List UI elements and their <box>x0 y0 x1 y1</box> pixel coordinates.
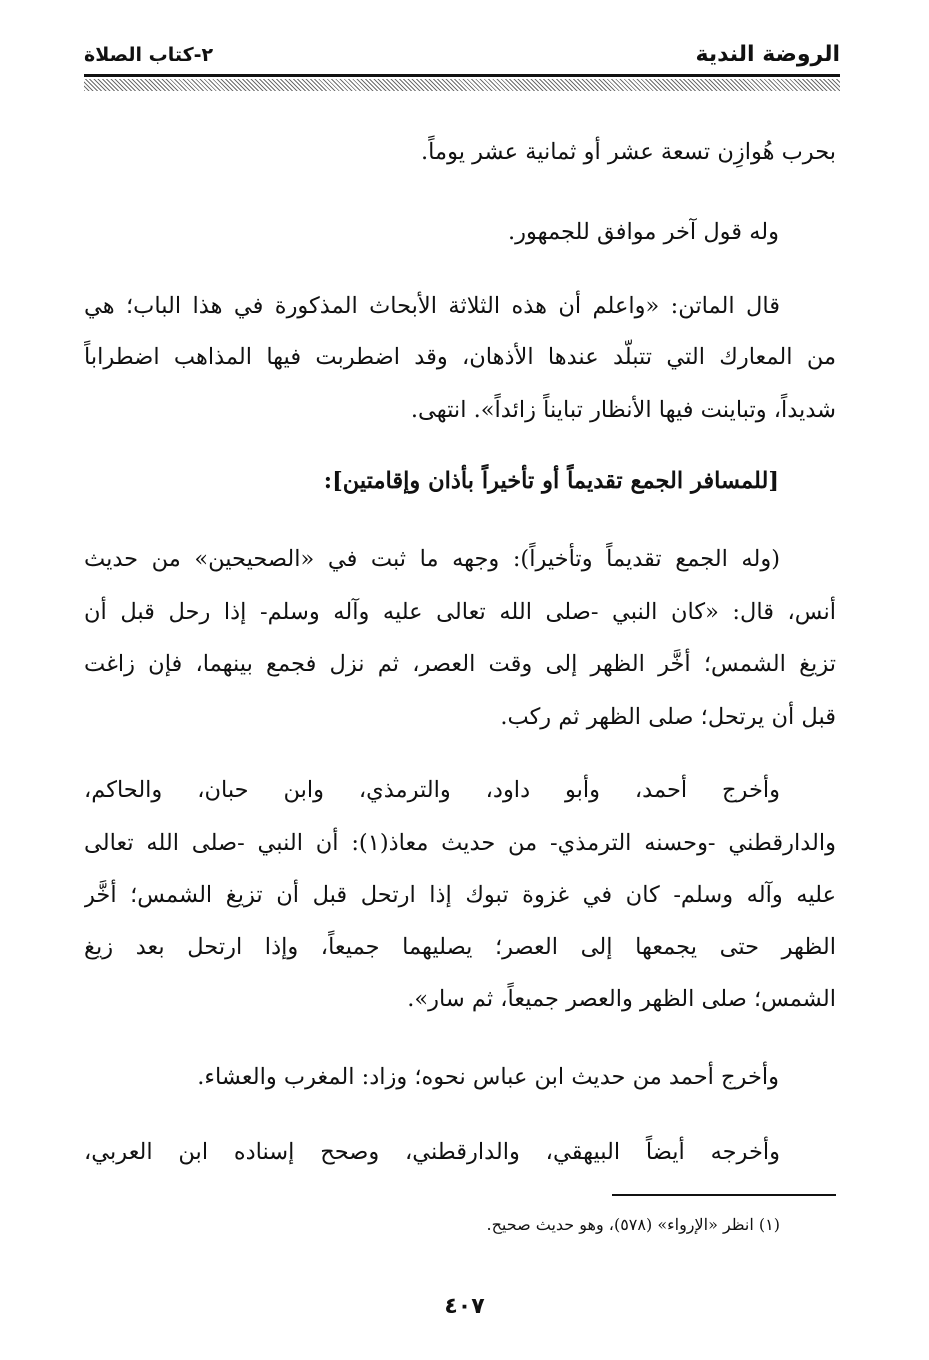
footnote-separator <box>612 1194 836 1196</box>
body-line: من المعارك التي تتبلّد عندها الأذهان، وقد اضطربت فيها المذاهب اضطراباً <box>84 344 836 370</box>
body-line: تزيغ الشمس؛ أخَّر الظهر إلى وقت العصر، ثم نزل فجمع بينهما، فإن زاغت <box>84 651 836 677</box>
header-rule <box>84 74 840 77</box>
running-header <box>84 40 840 74</box>
body-line: أنس، قال: «كان النبي -صلى الله تعالى عليه وآله وسلم- إذا رحل قبل أن <box>84 599 836 625</box>
header-book-title: الروضة الندية <box>695 42 840 67</box>
body-line: الشمس؛ صلى الظهر والعصر جميعاً، ثم سار». <box>407 986 836 1012</box>
body-line: وأخرجه أيضاً البيهقي، والدارقطني، وصحح إسناده ابن العربي، <box>84 1139 780 1165</box>
body-line: شديداً، وتباينت فيها الأنظار تبايناً زائداً». انتهى. <box>410 397 836 423</box>
body-line: والدارقطني -وحسنه الترمذي- من حديث معاذ(١): أن النبي -صلى الله تعالى <box>84 830 836 856</box>
page-number: ٤٠٧ <box>444 1294 485 1319</box>
body-line: قبل أن يرتحل؛ صلى الظهر ثم ركب. <box>500 704 836 730</box>
section-heading: [للمسافر الجمع تقديماً أو تأخيراً بأذان وإقامتين]: <box>323 468 779 494</box>
body-line: قال الماتن: «واعلم أن هذه الثلاثة الأبحاث المذكورة في هذا الباب؛ هي <box>84 293 780 319</box>
body-line: وله قول آخر موافق للجمهور. <box>508 219 779 245</box>
body-line: وأخرج أحمد من حديث ابن عباس نحوه؛ وزاد: المغرب والعشاء. <box>197 1064 779 1090</box>
header-hatched-band <box>84 79 840 91</box>
body-line: وأخرج أحمد، وأبو داود، والترمذي، وابن حبان، والحاكم، <box>84 777 780 803</box>
body-line: بحرب هُوازِن تسعة عشر أو ثمانية عشر يوماً. <box>421 139 836 165</box>
body-line: الظهر حتى يجمعها إلى العصر؛ يصليهما جميعاً، وإذا ارتحل بعد زيغ <box>84 934 836 960</box>
header-chapter-title: ٢-كتاب الصلاة <box>84 44 214 66</box>
body-line: (وله الجمع تقديماً وتأخيراً): وجهه ما ثبت في «الصحيحين» من حديث <box>84 546 780 572</box>
body-line: عليه وآله وسلم- كان في غزوة تبوك إذا ارتحل قبل أن تزيغ الشمس؛ أخَّر <box>84 882 836 908</box>
footnote: (١) انظر «الإرواء» (٥٧٨)، وهو حديث صحيح. <box>486 1215 780 1234</box>
